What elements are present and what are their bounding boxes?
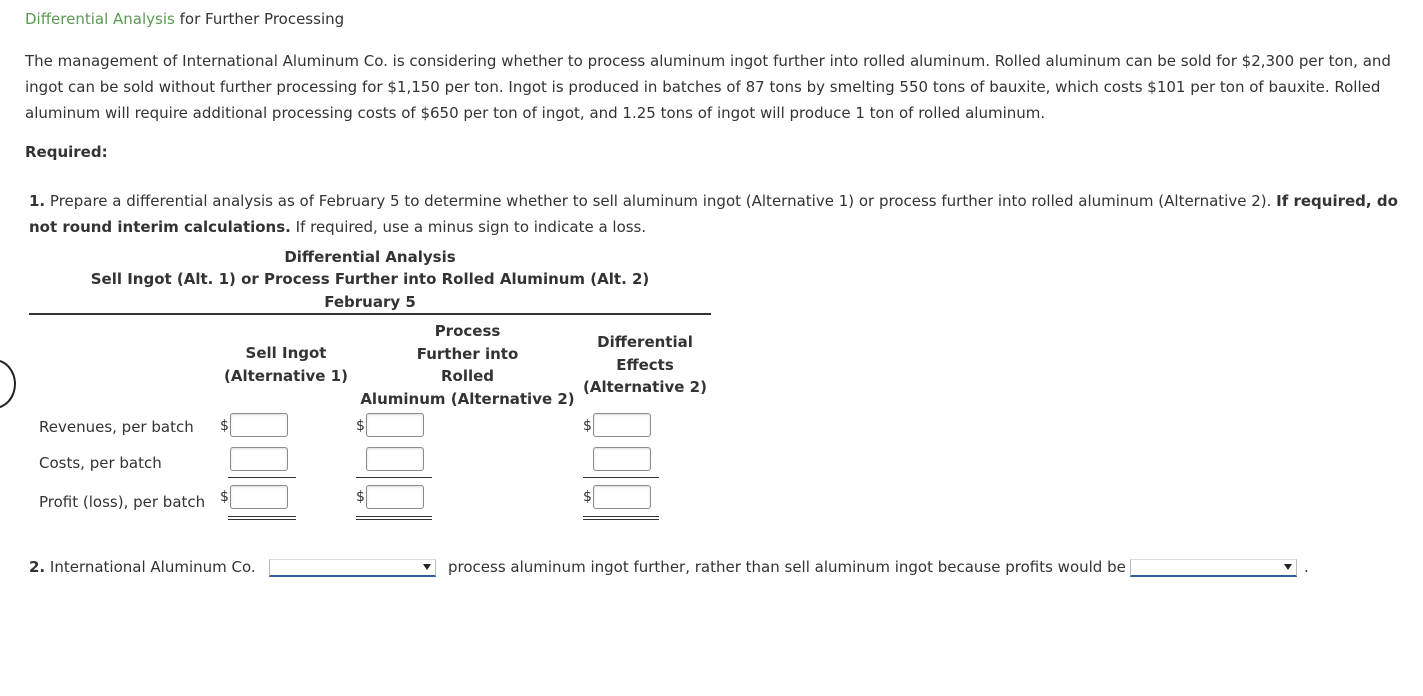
table-title: Differential Analysis bbox=[284, 248, 456, 266]
costs-alt2-input[interactable] bbox=[366, 447, 424, 471]
question-2 bbox=[29, 558, 256, 576]
col-header-alt2-line4: Aluminum (Alternative 2) bbox=[360, 389, 575, 408]
col-header-diff-line3: (Alternative 2) bbox=[583, 378, 707, 396]
revenues-alt1-input[interactable] bbox=[230, 413, 288, 437]
subtotal-rule bbox=[583, 477, 659, 478]
profit-diff-input[interactable] bbox=[593, 485, 651, 509]
question-1 bbox=[29, 188, 1419, 240]
table-subtitle: Sell Ingot (Alt. 1) or Process Further into Rolled Aluminum (Alt. 2) bbox=[90, 270, 650, 288]
col-header-alt2-line3: Rolled bbox=[440, 367, 495, 385]
col-header-alt1-line2: (Alternative 1) bbox=[224, 366, 348, 385]
profit-alt2-input[interactable] bbox=[366, 485, 424, 509]
col-header-alt2-line2: Further into bbox=[416, 344, 519, 363]
subtotal-rule bbox=[356, 477, 432, 478]
q1-number: 1. bbox=[29, 192, 46, 210]
q1-text: Prepare a differential analysis as of February 5 to determine whether to sell aluminum ingot (Alternative 1) or process further into rolled aluminum (Alternative 2). bbox=[45, 192, 1277, 210]
col-header-alt2-line1: Process bbox=[434, 322, 501, 340]
q1-bold: If required, do not round interim calculations. bbox=[29, 192, 1398, 236]
currency-symbol: $ bbox=[220, 489, 229, 505]
problem-intro: The management of International Aluminum Co. is considering whether to process aluminum ingot further into rolled aluminum. Rolled aluminum can be sold for $2,300 per ton, and ingot can be sold without further processing for $1,150 per ton. Ingot is produced in batches of 87 tons by smelting 550 tons of bauxite, which costs $101 per ton of bauxite. Rolled aluminum will require additional processing costs of $650 per ton of ingot, and 1.25 tons of ingot will produce 1 ton of rolled aluminum. bbox=[25, 52, 1391, 122]
row-label-revenues: Revenues, per batch bbox=[39, 418, 194, 436]
q2-text-before: International Aluminum Co. bbox=[45, 558, 256, 576]
dropdown-arrow-icon bbox=[423, 564, 431, 570]
title-link[interactable]: Differential Analysis bbox=[25, 10, 175, 28]
total-double-rule bbox=[583, 516, 659, 520]
dropdown-arrow-icon bbox=[1284, 564, 1292, 570]
table-title-rule bbox=[29, 313, 711, 315]
q2-number: 2. bbox=[29, 558, 46, 576]
profit-direction-select[interactable] bbox=[1130, 559, 1297, 577]
revenues-diff-input[interactable] bbox=[593, 413, 651, 437]
q2-period: . bbox=[1304, 558, 1309, 576]
currency-symbol: $ bbox=[583, 418, 592, 434]
revenues-alt2-input[interactable] bbox=[366, 413, 424, 437]
col-header-alt2 bbox=[340, 320, 595, 410]
col-header-alt1-line1: Sell Ingot bbox=[245, 344, 327, 362]
currency-symbol: $ bbox=[356, 489, 365, 505]
table-date: February 5 bbox=[324, 293, 416, 311]
col-header-diff-line1: Differential bbox=[597, 333, 693, 351]
q1-tail: If required, use a minus sign to indicate a loss. bbox=[290, 218, 647, 236]
total-double-rule bbox=[356, 516, 432, 520]
q2-text-middle: process aluminum ingot further, rather than sell aluminum ingot because profits would be bbox=[448, 558, 1126, 576]
total-double-rule bbox=[228, 516, 296, 520]
currency-symbol: $ bbox=[583, 489, 592, 505]
decision-select[interactable] bbox=[269, 559, 436, 577]
row-label-costs: Costs, per batch bbox=[39, 454, 162, 472]
title-rest: for Further Processing bbox=[174, 10, 345, 28]
col-header-diff bbox=[575, 331, 715, 399]
col-header-diff-line2: Effects bbox=[616, 355, 674, 374]
row-label-profit: Profit (loss), per batch bbox=[39, 493, 206, 511]
subtotal-rule bbox=[228, 477, 296, 478]
scroll-indicator-circle bbox=[0, 359, 16, 409]
required-label: Required: bbox=[25, 143, 108, 161]
profit-alt1-input[interactable] bbox=[230, 485, 288, 509]
costs-diff-input[interactable] bbox=[593, 447, 651, 471]
costs-alt1-input[interactable] bbox=[230, 447, 288, 471]
page-title bbox=[25, 10, 344, 28]
currency-symbol: $ bbox=[356, 418, 365, 434]
currency-symbol: $ bbox=[220, 418, 229, 434]
